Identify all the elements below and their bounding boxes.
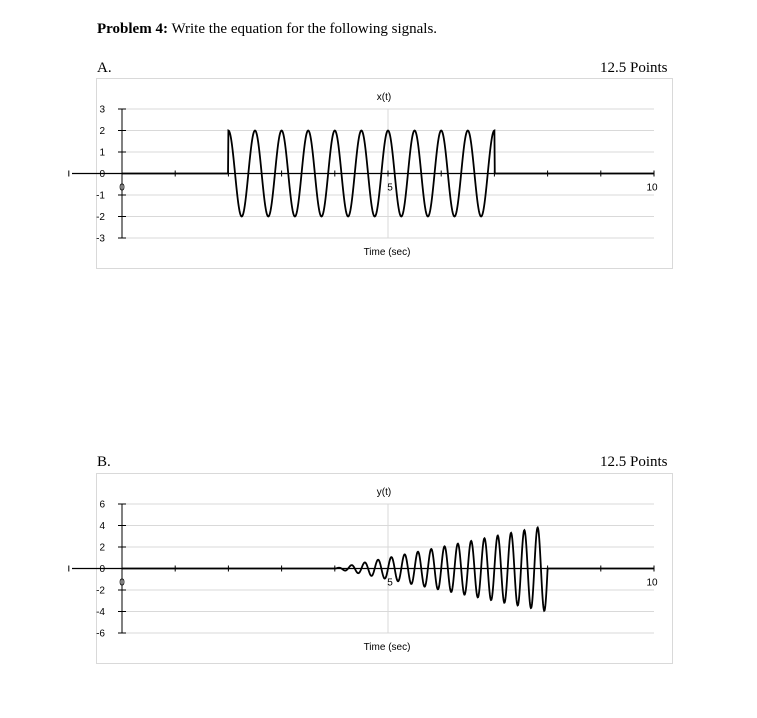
problem-number: Problem 4:	[97, 21, 168, 37]
part-a-label: A.	[97, 60, 112, 76]
x-tick-label: 10	[646, 182, 658, 194]
y-tick-label: -3	[96, 233, 105, 245]
part-b-points: 12.5 Points	[600, 454, 668, 470]
x-tick-label: 0	[119, 182, 125, 194]
y-tick-label: 0	[99, 564, 105, 575]
y-tick-label: 6	[99, 499, 105, 511]
chart-a-svg	[97, 79, 672, 268]
problem-heading	[97, 21, 437, 38]
problem-instruction: Write the equation for the following signals.	[171, 21, 438, 37]
y-tick-label: 2	[99, 542, 105, 554]
y-tick-label: 4	[99, 521, 105, 532]
chart-a-frame	[96, 78, 673, 269]
chart-b-svg	[97, 474, 672, 663]
x-axis-label: Time (sec)	[363, 247, 411, 258]
part-a-points: 12.5 Points	[600, 60, 668, 76]
y-tick-label: -1	[96, 190, 105, 202]
x-tick-label: 5	[387, 577, 393, 589]
y-tick-label: -2	[96, 212, 105, 223]
x-tick-label: 5	[387, 182, 393, 194]
y-tick-label: -6	[96, 628, 105, 640]
chart-title: x(t)	[376, 92, 392, 103]
y-tick-label: 1	[99, 147, 105, 159]
y-tick-label: -4	[96, 607, 105, 618]
x-tick-label: 0	[119, 577, 125, 589]
y-tick-label: 2	[99, 126, 105, 137]
x-axis-label: Time (sec)	[363, 642, 411, 653]
y-tick-label: 3	[99, 104, 105, 116]
part-b-label: B.	[97, 454, 111, 470]
y-tick-label: 0	[99, 169, 105, 180]
y-tick-label: -2	[96, 585, 105, 597]
x-tick-label: 10	[646, 577, 658, 589]
chart-title: y(t)	[376, 487, 392, 498]
chart-b-frame	[96, 473, 673, 664]
